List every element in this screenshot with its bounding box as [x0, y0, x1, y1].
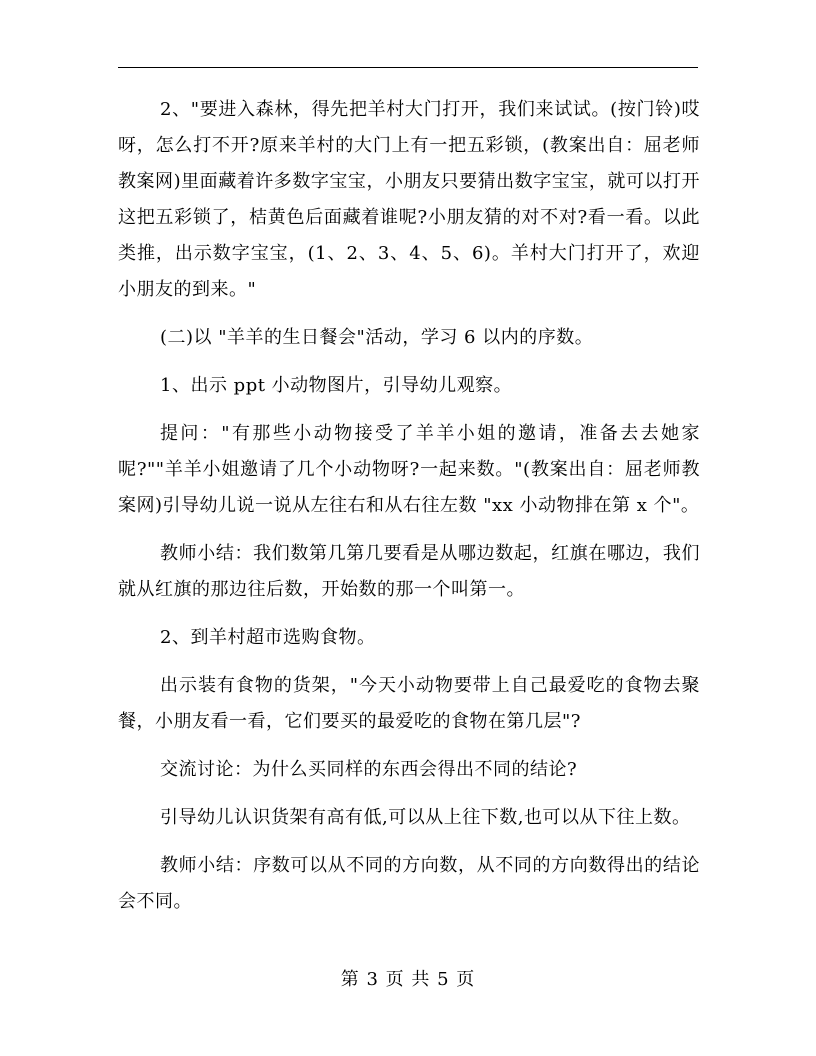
document-body [118, 92, 700, 932]
paragraph-guide-shelf: 引导幼儿认识货架有高有低,可以从上往下数,也可以从下往上数。 [160, 807, 691, 828]
paragraph-question: 提问："有那些小动物接受了羊羊小姐的邀请，准备去去她家呢?""羊羊小姐邀请了几个小动物呀?一起来数。"(教案出自：屈老师教案网)引导幼儿说一说从左往右和从右往左数 "xx 小动物排在第 x 个"。 [118, 423, 700, 516]
paragraph-section-2-heading: (二)以 "羊羊的生日餐会"活动，学习 6 以内的序数。 [160, 327, 594, 348]
paragraph-teacher-summary-2: 教师小结：序数可以从不同的方向数，从不同的方向数得出的结论会不同。 [118, 855, 700, 912]
header-rule [118, 67, 698, 68]
paragraph-discussion: 交流讨论：为什么买同样的东西会得出不同的结论? [160, 759, 578, 780]
paragraph-show-shelf: 出示装有食物的货架，"今天小动物要带上自己最爱吃的食物去聚餐，小朋友看一看，它们要买的最爱吃的食物在第几层"? [118, 675, 700, 732]
paragraph-teacher-summary-1: 教师小结：我们数第几第几要看是从哪边数起，红旗在哪边，我们就从红旗的那边往后数，开始数的那一个叫第一。 [118, 543, 700, 600]
paragraph-step-2-enter-forest: 2、"要进入森林，得先把羊村大门打开，我们来试试。(按门铃)哎呀，怎么打不开?原来羊村的大门上有一把五彩锁，(教案出自：屈老师教案网)里面藏着许多数字宝宝，小朋友只要猜出数字宝宝，就可以打开这把五彩锁了，桔黄色后面藏着谁呢?小朋友猜的对不对?看一看。以此类推，出示数字宝宝，(1、2、3、4、5、6)。羊村大门打开了，欢迎小朋友的到来。" [118, 99, 700, 300]
page-number: 第 3 页 共 5 页 [340, 969, 476, 990]
paragraph-step-2-supermarket: 2、到羊村超市选购食物。 [160, 627, 376, 648]
paragraph-step-1-show-ppt: 1、出示 ppt 小动物图片，引导幼儿观察。 [160, 375, 513, 396]
